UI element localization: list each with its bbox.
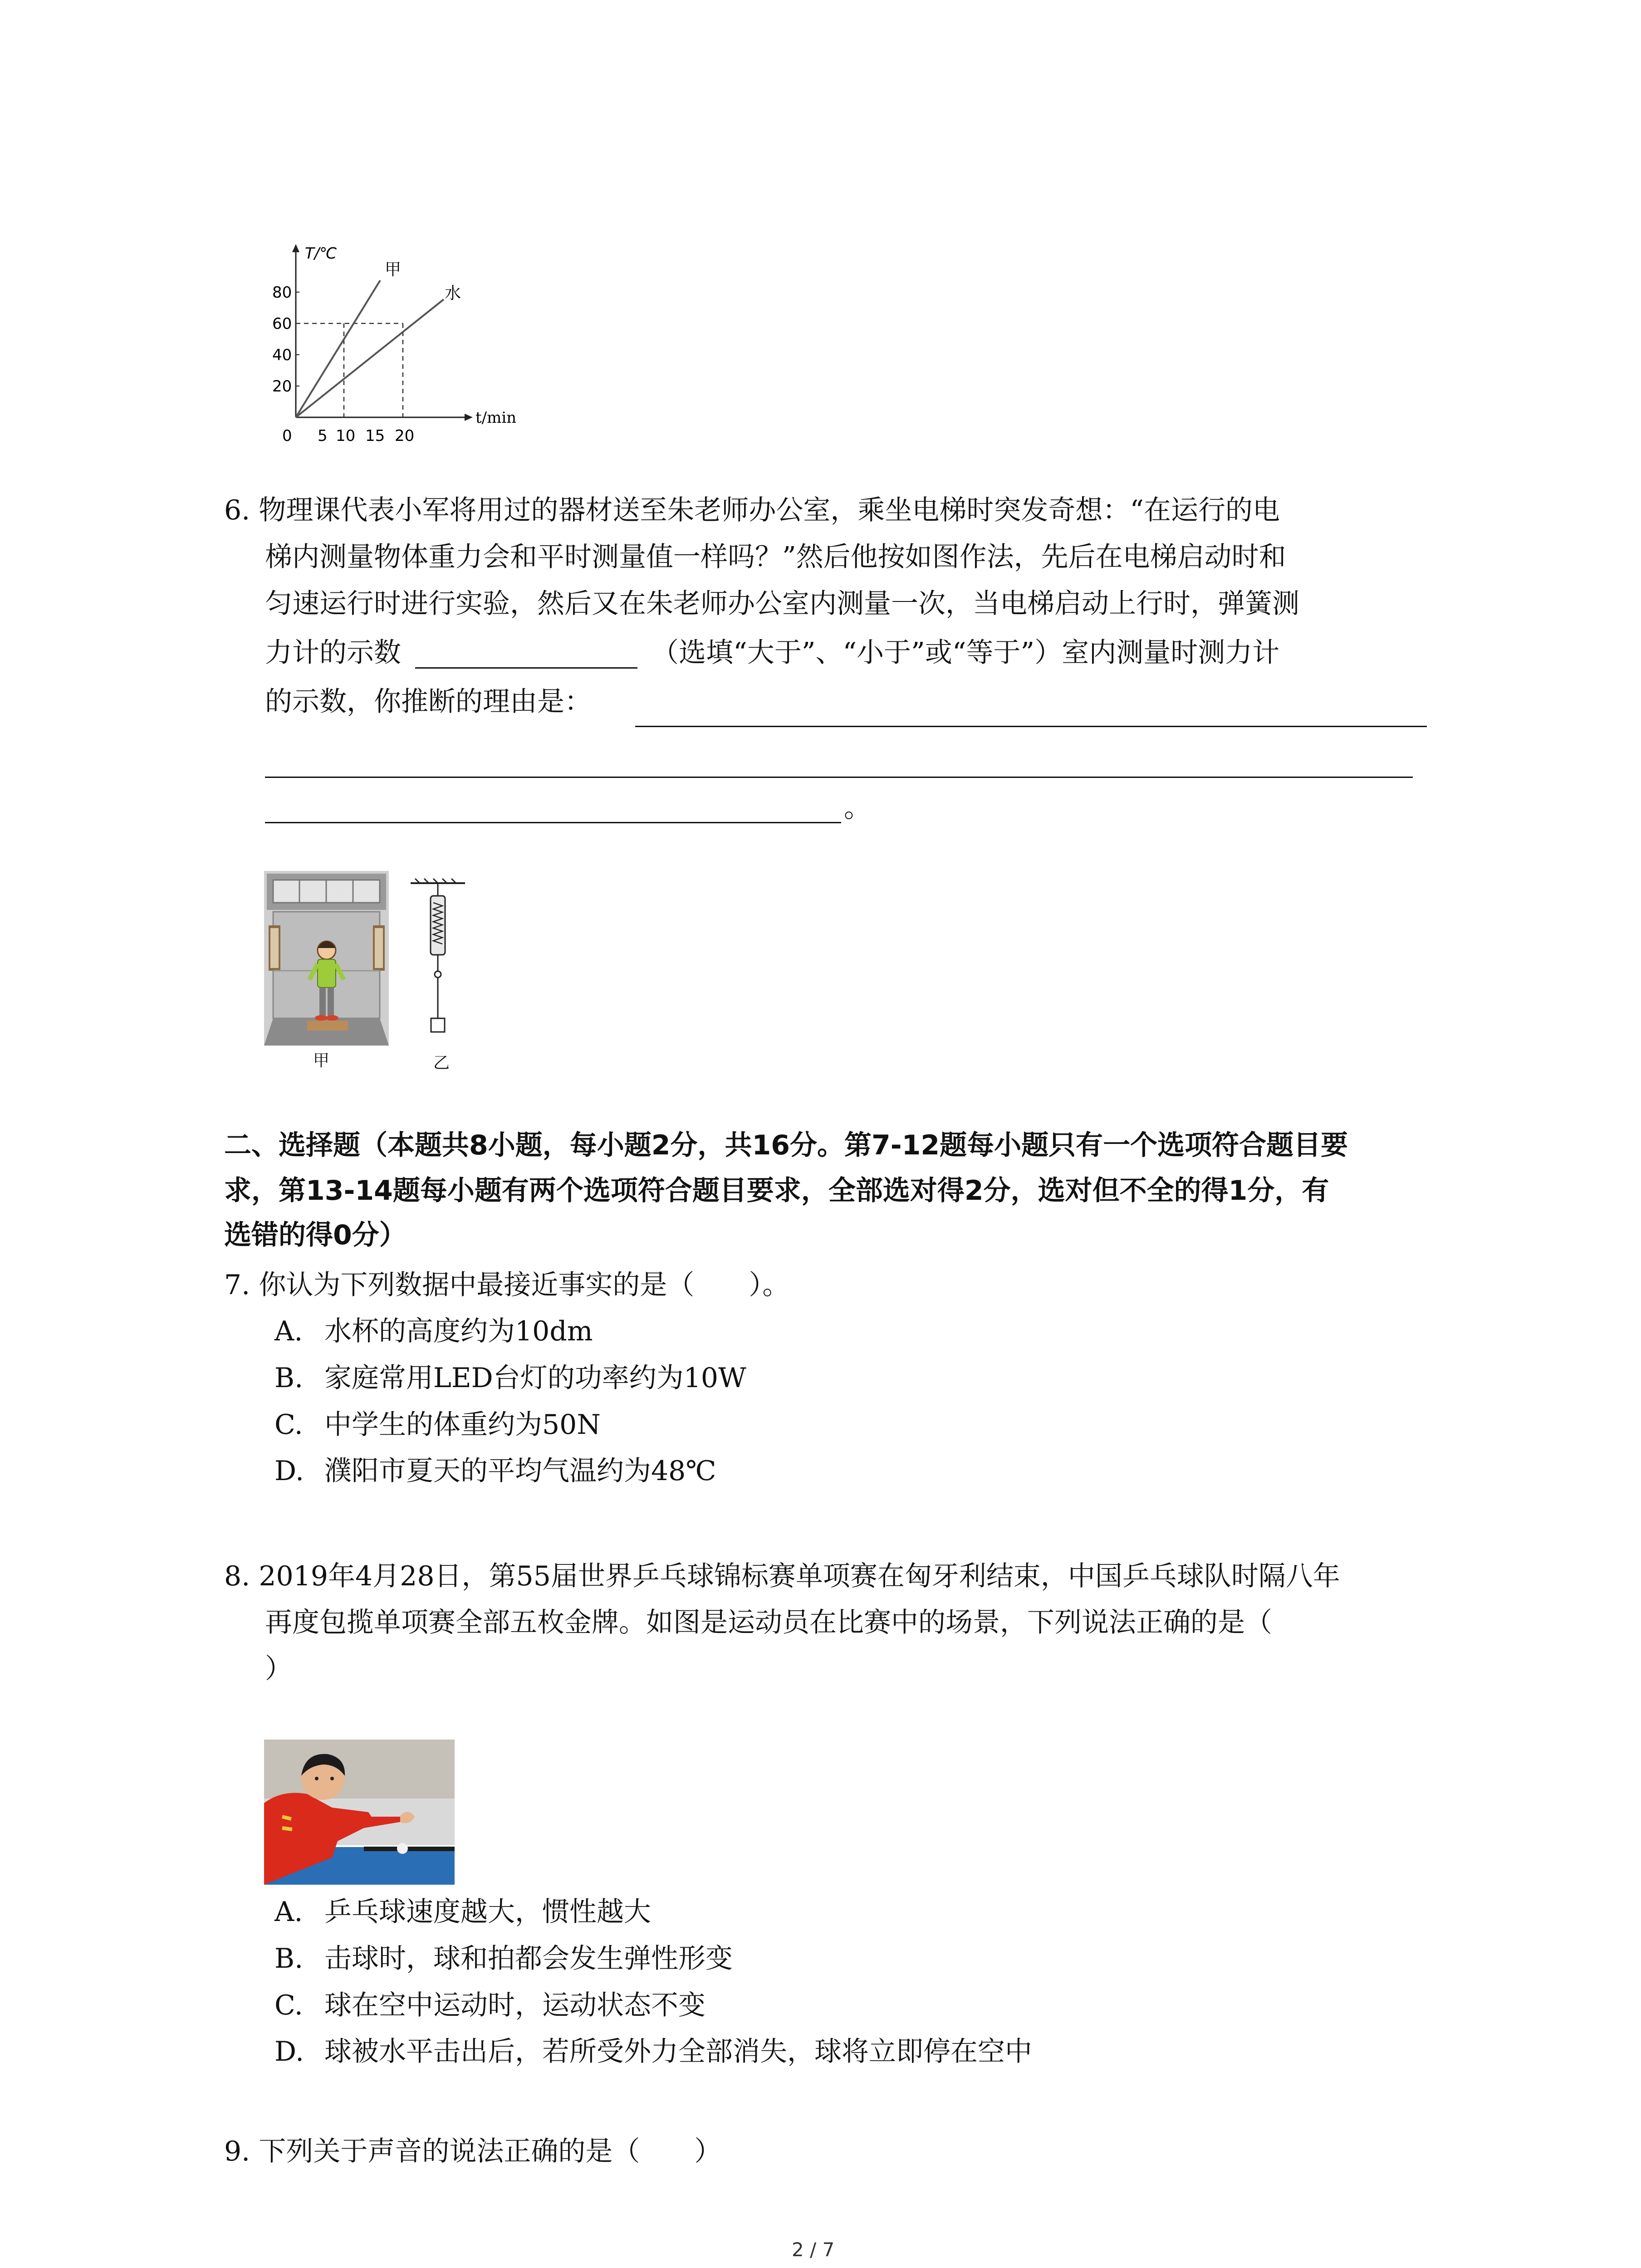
option-letter: D. [274, 1455, 304, 1487]
q7-option-d[interactable] [274, 1455, 716, 1487]
y-tick-20: 20 [272, 377, 292, 396]
q8-option-c[interactable] [274, 1989, 705, 2021]
elevator-figure [264, 871, 389, 1046]
fig-label-jia: 甲 [313, 1051, 330, 1070]
temperature-time-graph [254, 236, 535, 449]
spring-scale-figure [406, 878, 470, 1041]
line-label-water: 水 [445, 284, 461, 303]
option-letter: A. [274, 1315, 303, 1347]
x-tick-0: 0 [282, 427, 292, 445]
x-tick-10: 10 [336, 427, 356, 445]
option-text: 击球时，球和拍都会发生弹性形变 [324, 1943, 733, 1975]
line-label-jia: 甲 [385, 260, 402, 279]
q6-answer-blank-1[interactable] [415, 640, 637, 669]
q6-line-5: 的示数，你推断的理由是： [265, 686, 592, 718]
option-letter: C. [274, 1409, 303, 1441]
option-text: 濮阳市夏天的平均气温约为48℃ [324, 1455, 716, 1487]
option-letter: C. [274, 1989, 303, 2021]
y-tick-40: 40 [272, 346, 292, 364]
q7-option-b[interactable] [274, 1362, 746, 1394]
q6-line-4-end: （选填“大于”、“小于”或“等于”）室内测量时测力计 [652, 637, 1280, 669]
q6-line-1: 6. 物理课代表小军将用过的器材送至朱老师办公室，乘坐电梯时突发奇想：“在运行的电 [224, 494, 1280, 526]
x-axis-label: t/min [475, 409, 517, 427]
q6-reason-blank-1[interactable] [635, 726, 1427, 727]
q7-option-c[interactable] [274, 1409, 601, 1441]
line-jia [296, 280, 380, 417]
option-text: 球被水平击出后，若所受外力全部消失，球将立即停在空中 [324, 2036, 1032, 2068]
option-text: 中学生的体重约为50N [324, 1409, 601, 1441]
fig-label-yi: 乙 [433, 1054, 450, 1072]
q7-stem: 7. 你认为下列数据中最接近事实的是（ ）。 [224, 1269, 790, 1301]
x-tick-5: 5 [318, 427, 328, 445]
q8-option-d[interactable] [274, 2036, 1032, 2068]
q6-reason-blank-3[interactable] [265, 822, 841, 823]
section2-heading-line-2: 求，第13-14题每小题有两个选项符合题目要求，全部选对得2分，选对但不全的得1分，有 [224, 1175, 1329, 1207]
option-text: 球在空中运动时，运动状态不变 [324, 1989, 705, 2021]
q6-end-mark: 。 [844, 792, 871, 824]
x-tick-20: 20 [395, 427, 415, 445]
x-tick-15: 15 [365, 427, 385, 445]
q8-option-b[interactable] [274, 1943, 733, 1975]
line-water [296, 299, 444, 417]
option-letter: A. [274, 1896, 303, 1928]
q9-stem: 9. 下列关于声音的说法正确的是（ ） [224, 2136, 722, 2167]
q8-line-2: 再度包揽单项赛全部五枚金牌。如图是运动员在比赛中的场景，下列说法正确的是（ [265, 1607, 1272, 1638]
q6-line-4 [265, 637, 1279, 669]
q6-line-2: 梯内测量物体重力会和平时测量值一样吗？”然后他按如图作法，先后在电梯启动时和 [265, 541, 1286, 573]
section2-heading-line-3: 选错的得0分） [224, 1219, 407, 1251]
q6-line-3: 匀速运行时进行实验，然后又在朱老师办公室内测量一次，当电梯启动上行时，弹簧测 [265, 588, 1299, 620]
y-tick-60: 60 [272, 315, 292, 333]
y-axis-label: T/℃ [305, 244, 337, 263]
option-letter: D. [274, 2036, 304, 2068]
q6-line-4-start: 力计的示数 [265, 637, 401, 669]
option-text: 家庭常用LED台灯的功率约为10W [324, 1362, 746, 1394]
q8-option-a[interactable] [274, 1896, 651, 1928]
option-text: 乒乓球速度越大，惯性越大 [324, 1896, 651, 1928]
q8-line-3: ） [265, 1653, 292, 1685]
q8-line-1: 8. 2019年4月28日，第55届世界乒乓球锦标赛单项赛在匈牙利结束，中国乒乓球队时隔八年 [224, 1560, 1340, 1592]
q7-option-a[interactable] [274, 1315, 593, 1347]
section2-heading-line-1: 二、选择题（本题共8小题，每小题2分，共16分。第7-12题每小题只有一个选项符合题目要 [224, 1129, 1348, 1161]
q6-reason-blank-2[interactable] [265, 777, 1413, 778]
page-number: 2 / 7 [792, 2239, 835, 2261]
y-tick-80: 80 [272, 284, 292, 302]
table-tennis-photo [264, 1740, 455, 1885]
option-text: 水杯的高度约为10dm [324, 1315, 593, 1347]
option-letter: B. [274, 1943, 304, 1975]
option-letter: B. [274, 1362, 304, 1394]
